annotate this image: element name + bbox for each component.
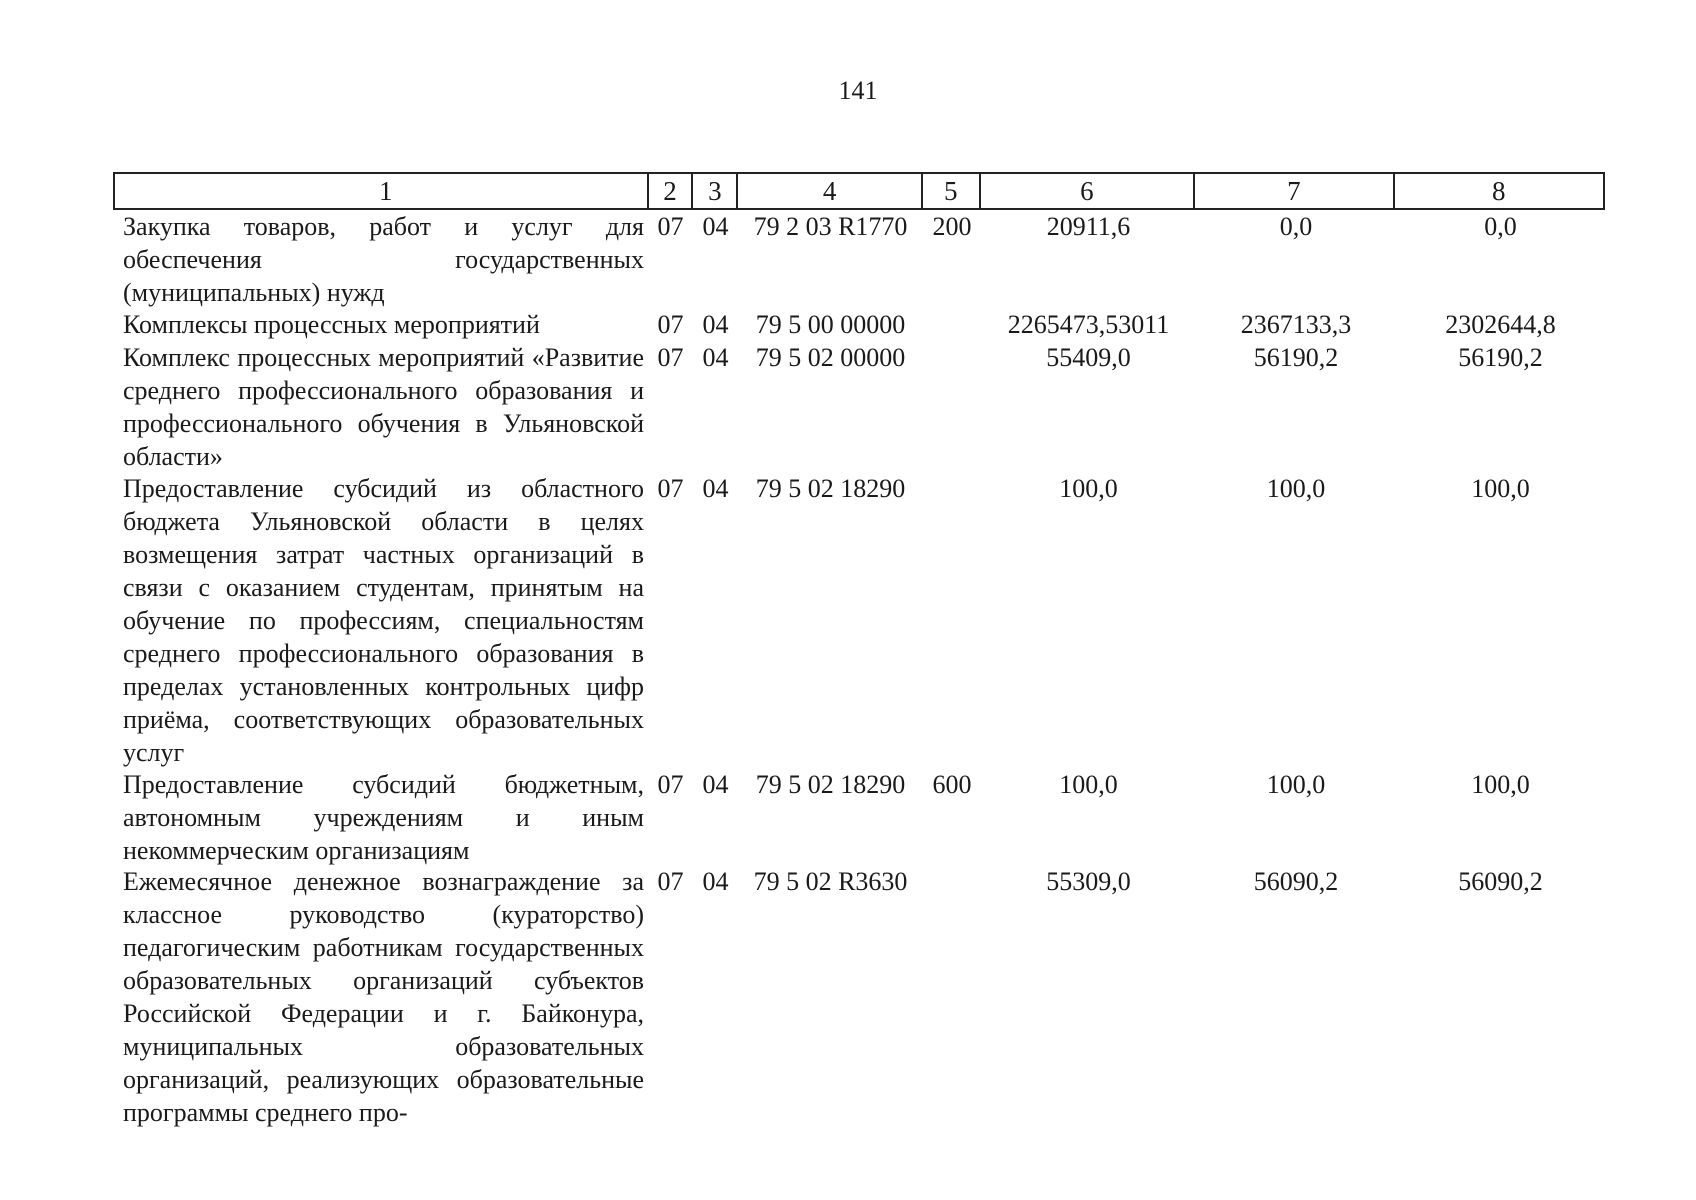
row-expense-type-code: 600	[932, 770, 972, 799]
row-amount-col-6: 100,0	[1059, 474, 1118, 503]
header-col-5: 5	[923, 174, 981, 208]
row-section-code: 07	[657, 310, 684, 339]
row-section-code: 07	[657, 343, 684, 372]
row-amount-col-7: 100,0	[1266, 770, 1326, 799]
row-subsection-code: 04	[702, 343, 729, 372]
row-amount-col-7: 0,0	[1279, 212, 1313, 241]
row-amount-col-6: 100,0	[1059, 770, 1118, 799]
row-description: Предоставление субсидий из областного бюджета Ульяновской области в целях возмещения затрат частных организаций в связи с оказанием студентам, принятым на обучение по профессиям, специальностям среднего профессионального образования в пределах установленных контрольных цифр приёма, соответствующих образовательных услуг	[123, 474, 644, 767]
row-target-article-code: 79 5 02 00000	[755, 343, 906, 372]
table-row	[113, 472, 1605, 768]
row-amount-col-6: 2265473,53011	[1007, 310, 1170, 339]
table-row	[113, 768, 1605, 865]
row-target-article-code: 79 2 03 R1770	[753, 212, 908, 241]
row-section-code: 07	[657, 867, 684, 896]
row-section-code: 07	[657, 770, 684, 799]
row-amount-col-8: 2302644,8	[1445, 310, 1556, 339]
header-col-1: 1	[115, 174, 649, 208]
row-target-article-code: 79 5 02 18290	[755, 474, 906, 503]
row-section-code: 07	[657, 212, 684, 241]
table-row	[113, 865, 1605, 1125]
row-description: Комплекс процессных мероприятий «Развитие среднего профессионального образования и профессионального обучения в Ульяновской области»	[123, 343, 644, 471]
header-col-4: 4	[738, 174, 923, 208]
row-subsection-code: 04	[702, 867, 729, 896]
row-description: Предоставление субсидий бюджетным, автономным учреждениям и иным некоммерческим организациям	[123, 770, 644, 865]
row-target-article-code: 79 5 02 R3630	[753, 867, 908, 896]
row-subsection-code: 04	[702, 212, 729, 241]
row-target-article-code: 79 5 02 18290	[755, 770, 906, 799]
row-target-article-code: 79 5 00 00000	[755, 310, 906, 339]
row-subsection-code: 04	[702, 770, 729, 799]
row-amount-col-7: 2367133,3	[1240, 310, 1352, 339]
header-col-2: 2	[649, 174, 694, 208]
row-amount-col-6: 20911,6	[1046, 212, 1131, 241]
row-amount-col-6: 55309,0	[1046, 867, 1131, 896]
header-col-3: 3	[693, 174, 738, 208]
row-amount-col-7: 100,0	[1266, 474, 1326, 503]
row-amount-col-8: 100,0	[1471, 474, 1530, 503]
row-description: Закупка товаров, работ и услуг для обеспечения государственных (муниципальных) нужд	[123, 212, 644, 307]
row-description: Комплексы процессных мероприятий	[123, 310, 540, 339]
row-expense-type-code: 200	[932, 212, 972, 241]
table-row	[113, 210, 1605, 308]
row-amount-col-7: 56190,2	[1253, 343, 1339, 372]
row-amount-col-6: 55409,0	[1046, 343, 1131, 372]
row-amount-col-8: 100,0	[1471, 770, 1530, 799]
header-col-6: 6	[981, 174, 1195, 208]
row-subsection-code: 04	[702, 310, 729, 339]
row-description: Ежемесячное денежное вознаграждение за классное руководство (кураторство) педагогическим работникам государственных образовательных организаций субъектов Российской Федерации и г. Байконура, муниципальных образовательных организаций, реализующих образовательные программы среднего про-	[123, 867, 644, 1127]
row-subsection-code: 04	[702, 474, 729, 503]
row-amount-col-8: 56190,2	[1458, 343, 1543, 372]
row-amount-col-8: 0,0	[1484, 212, 1517, 241]
header-col-7: 7	[1195, 174, 1394, 208]
table-row	[113, 308, 1605, 341]
table-header-row	[113, 172, 1605, 210]
row-amount-col-8: 56090,2	[1458, 867, 1543, 896]
budget-table	[113, 172, 1605, 1125]
table-row	[113, 341, 1605, 472]
page-number: 141	[838, 76, 878, 105]
row-amount-col-7: 56090,2	[1253, 867, 1339, 896]
header-col-8: 8	[1492, 176, 1506, 206]
row-section-code: 07	[657, 474, 684, 503]
